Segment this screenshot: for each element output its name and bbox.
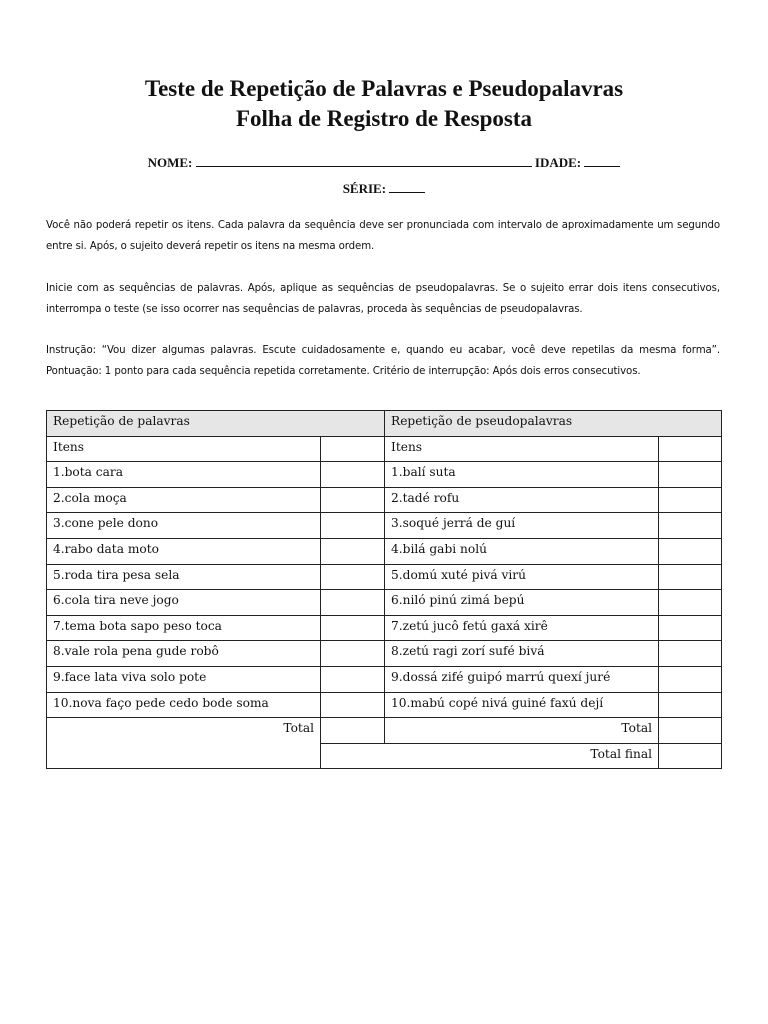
total-final-score[interactable]: [659, 743, 722, 769]
table-row: [47, 487, 722, 513]
pseudoword-item: 9.dossá zifé guipó marrú quexí juré: [385, 666, 659, 692]
score-cell[interactable]: [659, 590, 722, 616]
instruction-paragraph-2: Inicie com as sequências de palavras. Após, aplique as sequências de pseudopalavras. Se o sujeito errar dois itens consecutivos, interrompa o teste (se isso ocorrer nas sequências de palavras, proceda às sequências de pseudopalavras.: [46, 283, 720, 315]
score-cell[interactable]: [659, 564, 722, 590]
nome-field[interactable]: [196, 154, 532, 167]
score-cell[interactable]: [659, 692, 722, 718]
instruction-paragraph-3: Instrução: “Vou dizer algumas palavras. Escute cuidadosamente e, quando eu acabar, você deve repetilas da mesma forma”. Pontuação: 1 ponto para cada sequência repetida corretamente. Critério de interrupção: Após dois erros consecutivos.: [46, 345, 720, 377]
score-cell[interactable]: [659, 641, 722, 667]
items-label-pseudo: Itens: [385, 436, 659, 462]
score-cell[interactable]: [659, 615, 722, 641]
score-cell[interactable]: [321, 590, 385, 616]
serie-label: SÉRIE:: [342, 181, 387, 196]
total-final-label: Total final: [321, 743, 659, 769]
table-header-row: [47, 411, 722, 437]
table-row: [47, 564, 722, 590]
total-label-pseudo: Total: [385, 718, 659, 744]
score-cell[interactable]: [321, 462, 385, 488]
word-item: 2.cola moça: [47, 487, 321, 513]
pseudoword-item: 1.balí suta: [385, 462, 659, 488]
document-subtitle: Folha de Registro de Resposta: [235, 106, 532, 131]
total-row: [47, 718, 722, 744]
header-words: Repetição de palavras: [47, 411, 385, 437]
name-age-fields: [0, 154, 768, 171]
pseudoword-item: 8.zetú ragi zorí sufé bivá: [385, 641, 659, 667]
word-item: 5.roda tira pesa sela: [47, 564, 321, 590]
score-cell[interactable]: [659, 538, 722, 564]
total-score-words[interactable]: [321, 718, 385, 744]
score-cell[interactable]: [321, 436, 385, 462]
table-row: [47, 666, 722, 692]
table-row: [47, 641, 722, 667]
total-label-words: Total: [47, 718, 321, 769]
score-cell[interactable]: [659, 487, 722, 513]
word-item: 7.tema bota sapo peso toca: [47, 615, 321, 641]
table-row: [47, 692, 722, 718]
score-cell[interactable]: [659, 462, 722, 488]
nome-label: NOME:: [147, 155, 193, 170]
table-row: [47, 513, 722, 539]
items-row: [47, 436, 722, 462]
score-cell[interactable]: [659, 513, 722, 539]
pseudoword-item: 3.soqué jerrá de guí: [385, 513, 659, 539]
serie-field[interactable]: [389, 180, 425, 193]
pseudoword-item: 7.zetú jucô fetú gaxá xirê: [385, 615, 659, 641]
score-cell[interactable]: [321, 513, 385, 539]
pseudoword-item: 2.tadé rofu: [385, 487, 659, 513]
pseudoword-item: 6.niló pinú zimá bepú: [385, 590, 659, 616]
score-cell[interactable]: [321, 692, 385, 718]
serie-field-row: [0, 180, 768, 197]
pseudoword-item: 10.mabú copé nivá guiné faxú dejí: [385, 692, 659, 718]
table-row: [47, 462, 722, 488]
score-cell[interactable]: [659, 666, 722, 692]
score-cell[interactable]: [321, 538, 385, 564]
score-cell[interactable]: [659, 436, 722, 462]
score-cell[interactable]: [321, 564, 385, 590]
total-score-pseudo[interactable]: [659, 718, 722, 744]
word-item: 4.rabo data moto: [47, 538, 321, 564]
response-table: [46, 410, 722, 769]
table-row: [47, 538, 722, 564]
word-item: 6.cola tira neve jogo: [47, 590, 321, 616]
score-cell[interactable]: [321, 666, 385, 692]
idade-label: IDADE:: [534, 155, 582, 170]
items-label-words: Itens: [47, 436, 321, 462]
score-cell[interactable]: [321, 487, 385, 513]
table-row: [47, 590, 722, 616]
word-item: 1.bota cara: [47, 462, 321, 488]
pseudoword-item: 5.domú xuté pivá virú: [385, 564, 659, 590]
word-item: 10.nova faço pede cedo bode soma: [47, 692, 321, 718]
score-cell[interactable]: [321, 615, 385, 641]
instruction-paragraph-1: Você não poderá repetir os itens. Cada palavra da sequência deve ser pronunciada com intervalo de aproximadamente um segundo entre si. Após, o sujeito deverá repetir os itens na mesma ordem.: [46, 220, 720, 252]
word-item: 9.face lata viva solo pote: [47, 666, 321, 692]
table-row: [47, 615, 722, 641]
word-item: 3.cone pele dono: [47, 513, 321, 539]
header-pseudowords: Repetição de pseudopalavras: [385, 411, 722, 437]
word-item: 8.vale rola pena gude robô: [47, 641, 321, 667]
idade-field[interactable]: [584, 154, 620, 167]
document-title: Teste de Repetição de Palavras e Pseudopalavras: [144, 76, 624, 101]
pseudoword-item: 4.bilá gabi nolú: [385, 538, 659, 564]
score-cell[interactable]: [321, 641, 385, 667]
